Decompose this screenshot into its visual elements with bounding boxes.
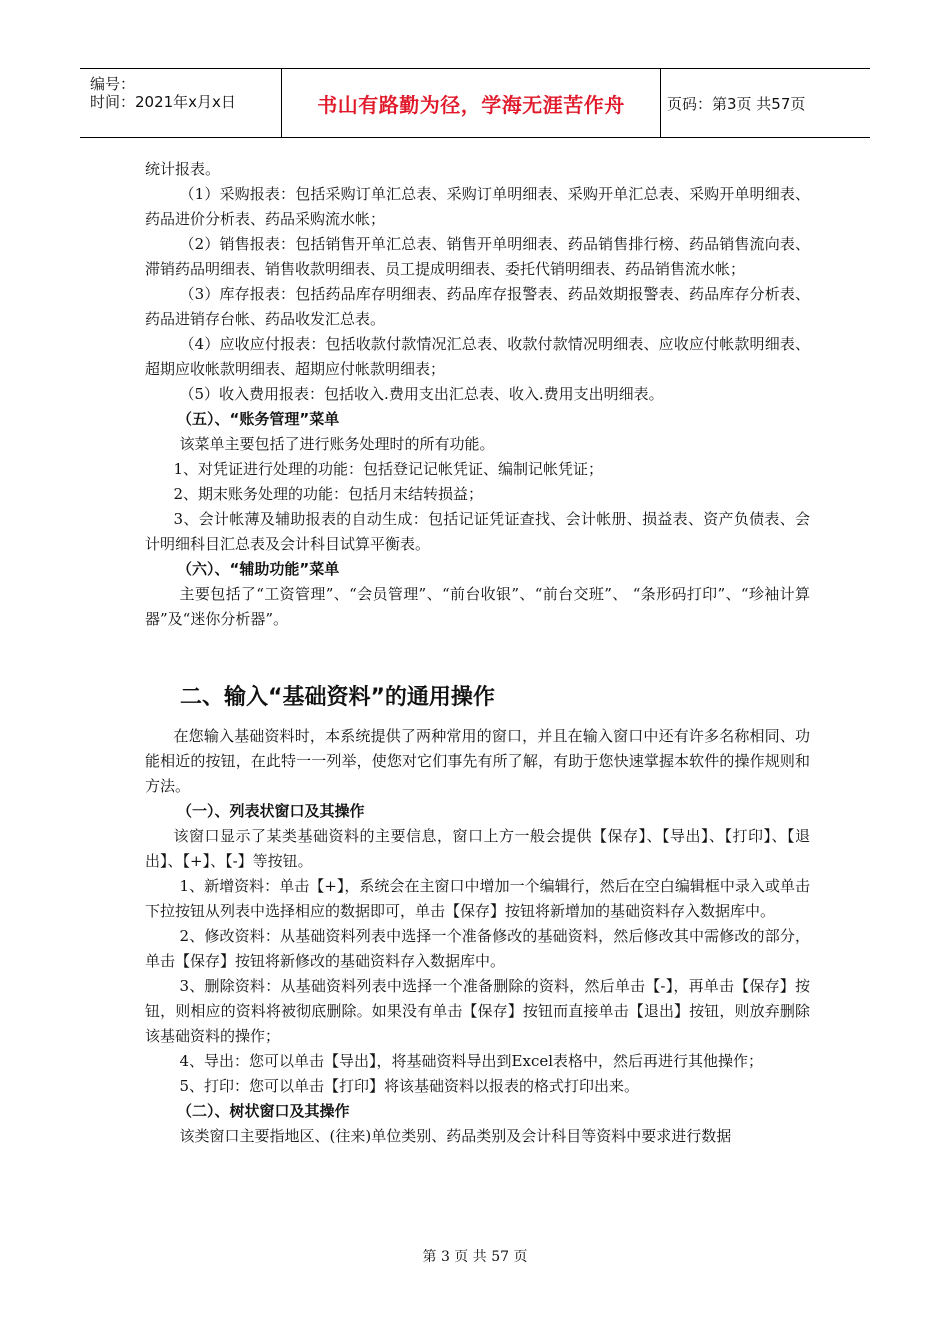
paragraph: 2、期末账务处理的功能：包括月末结转损益； <box>173 485 484 503</box>
paragraph: 该窗口显示了某类基础资料的主要信息，窗口上方一般会提供【保存】、【导出】、【打印】、【退出】、【+】、【-】等按钮。 <box>145 827 810 870</box>
paragraph: （5）收入费用报表：包括收入.费用支出汇总表、收入.费用支出明细表。 <box>179 385 664 403</box>
paragraph: 1、对凭证进行处理的功能：包括登记记帐凭证、编制记帐凭证； <box>173 460 604 478</box>
motto: 书山有路勤为径，学海无涯苦作舟 <box>317 92 625 117</box>
page-footer: 第 3 页 共 57 页 <box>422 1249 528 1265</box>
header-meta <box>80 69 282 137</box>
date-label: 时间：2021年x月x日 <box>90 93 236 111</box>
header-motto-cell <box>282 69 661 137</box>
paragraph: 4、导出：您可以单击【导出】，将基础资料导出到Excel表格中，然后再进行其他操作； <box>179 1052 764 1070</box>
paragraph: 统计报表。 <box>145 160 221 178</box>
section-heading: （一）、列表状窗口及其操作 <box>177 802 365 820</box>
paragraph: （1）采购报表：包括采购订单汇总表、采购订单明细表、采购开单汇总表、采购开单明细表、药品进价分析表、药品采购流水帐； <box>145 185 810 228</box>
section-heading: （六）、“辅助功能”菜单 <box>177 560 340 578</box>
section-heading: （二）、树状窗口及其操作 <box>177 1102 350 1120</box>
paragraph: 该类窗口主要指地区、(往来)单位类别、药品类别及会计科目等资料中要求进行数据 <box>179 1127 732 1145</box>
section-heading: （五）、“账务管理”菜单 <box>177 410 340 428</box>
page-label: 页码：第3页 共57页 <box>667 94 806 113</box>
paragraph: 2、修改资料：从基础资料列表中选择一个准备修改的基础资料，然后修改其中需修改的部分，单击【保存】按钮将新修改的基础资料存入数据库中。 <box>145 927 810 970</box>
page-header <box>80 68 870 138</box>
paragraph: 3、会计帐薄及辅助报表的自动生成：包括记证凭证查找、会计帐册、损益表、资产负债表、会计明细科目汇总表及会计科目试算平衡表。 <box>145 510 810 553</box>
chapter-heading: 二、输入“基础资料”的通用操作 <box>180 685 495 710</box>
paragraph: 1、新增资料：单击【+】，系统会在主窗口中增加一个编辑行，然后在空白编辑框中录入或单击下拉按钮从列表中选择相应的数据即可，单击【保存】按钮将新增加的基础资料存入数据库中。 <box>145 877 810 920</box>
paragraph: （4）应收应付报表：包括收款付款情况汇总表、收款付款情况明细表、应收应付帐款明细表、超期应收帐款明细表、超期应付帐款明细表； <box>145 335 810 378</box>
paragraph: 3、删除资料：从基础资料列表中选择一个准备删除的资料，然后单击【-】，再单击【保存】按钮，则相应的资料将被彻底删除。如果没有单击【保存】按钮而直接单击【退出】按钮，则放弃删除该基础资料的操作； <box>145 977 810 1045</box>
number-label: 编号： <box>90 75 136 93</box>
paragraph: （2）销售报表：包括销售开单汇总表、销售开单明细表、药品销售排行榜、药品销售流向表、滞销药品明细表、销售收款明细表、员工提成明细表、委托代销明细表、药品销售流水帐； <box>145 235 810 278</box>
paragraph: 该菜单主要包括了进行账务处理时的所有功能。 <box>179 435 495 453</box>
document-body <box>145 157 810 1149</box>
paragraph: 5、打印：您可以单击【打印】将该基础资料以报表的格式打印出来。 <box>179 1077 640 1095</box>
paragraph: 在您输入基础资料时，本系统提供了两种常用的窗口，并且在输入窗口中还有许多名称相同、功能相近的按钮，在此特一一列举，使您对它们事先有所了解，有助于您快速掌握本软件的操作规则和方法。 <box>145 727 810 795</box>
paragraph: （3）库存报表：包括药品库存明细表、药品库存报警表、药品效期报警表、药品库存分析表、药品进销存台帐、药品收发汇总表。 <box>145 285 810 328</box>
paragraph: 主要包括了“工资管理”、“会员管理”、“前台收银”、“前台交班”、 “条形码打印”、“珍袖计算器”及“迷你分析器”。 <box>145 585 810 628</box>
